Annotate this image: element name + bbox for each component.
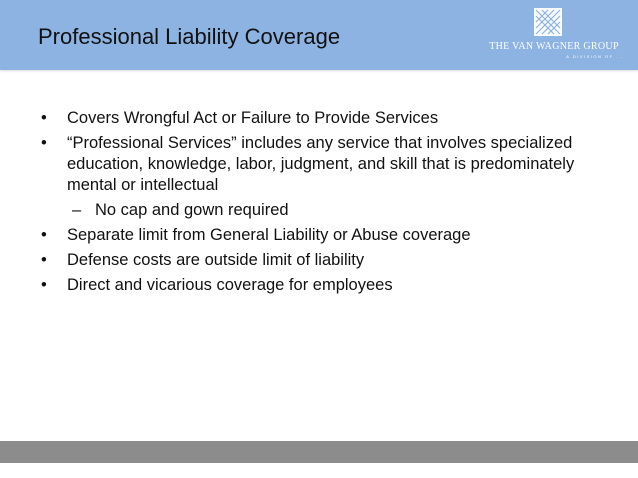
company-logo [484,8,624,64]
bullet-text: “Professional Services” includes any service that involves specialized education, knowledge, labor, judgment, and skill that is predominately mental or intellectual [67,134,575,194]
bullet-text: Covers Wrongful Act or Failure to Provide Services [67,109,439,127]
bullet-dot: • [41,276,47,294]
logo-mark-icon [534,8,562,36]
bullet-list [0,108,638,296]
bullet-item [0,108,638,129]
bullet-text: Defense costs are outside limit of liability [67,251,365,269]
logo-name: THE VAN WAGNER GROUP [489,41,619,52]
bullet-item [0,250,638,271]
header-bar [0,0,638,70]
sub-bullet-text: No cap and gown required [95,201,289,219]
footer-bar [0,441,638,463]
sub-bullet-dash: – [72,201,82,219]
bullet-item [0,275,638,296]
slide-title: Professional Liability Coverage [38,24,341,49]
bullet-text: Direct and vicarious coverage for employees [67,276,393,294]
logo-tagline: A DIVISION OF ... [566,54,624,59]
bullet-dot: • [41,226,47,244]
bullet-dot: • [41,109,47,127]
bullet-text: Separate limit from General Liability or Abuse coverage [67,226,471,244]
bullet-item [0,133,638,196]
bullet-dot: • [41,134,47,152]
bullet-dot: • [41,251,47,269]
sub-bullet-item [0,200,638,221]
bullet-item [0,225,638,246]
slide-content [0,108,638,300]
